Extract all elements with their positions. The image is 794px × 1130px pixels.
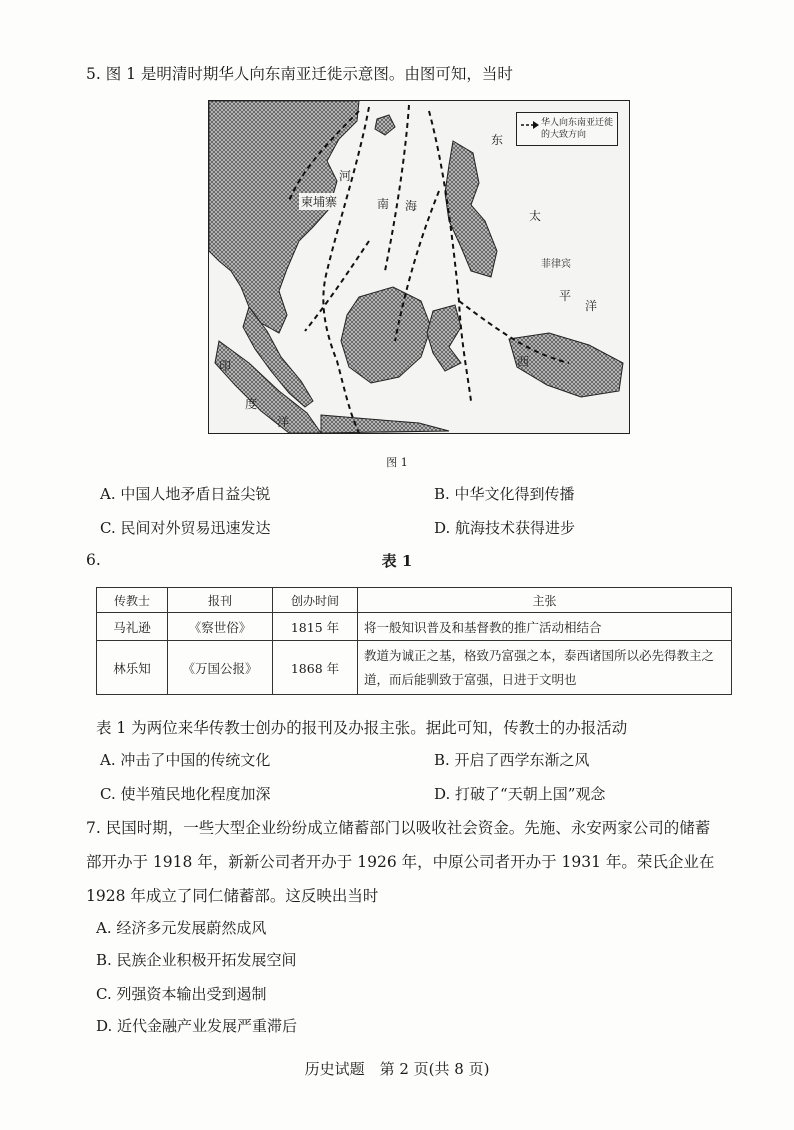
map-label-yang: 洋 [585,299,598,313]
cell-founded: 1868 年 [273,641,358,695]
map-label-du: 度 [245,397,258,411]
map-label-dong: 东 [491,133,504,147]
migration-map [208,100,630,434]
cell-missionary: 林乐知 [97,641,168,695]
map-label-he: 河 [339,169,352,183]
figure-caption: 图 1 [386,456,408,469]
q5-stem: 5. 图 1 是明清时期华人向东南亚迁徙示意图。由图可知，当时 [86,65,513,83]
map-label-yin: 印 [219,359,232,373]
cell-position: 教道为诚正之基，格致乃富强之本，泰西诸国所以必先得教主之道，而后能驯致于富强，日进于文明也 [358,641,732,695]
q5-option-d: D. 航海技术获得进步 [434,519,576,537]
map-label-philippines: 菲律宾 [541,259,571,270]
map-label-cambodia: 柬埔寨 [301,195,338,209]
q7-option-c: C. 列强资本输出受到遏制 [96,985,267,1003]
page-footer: 历史试题 第 2 页(共 8 页) [304,1060,490,1078]
table-header-row [97,588,732,613]
q5-option-b: B. 中华文化得到传播 [434,485,575,503]
map-label-ping: 平 [559,289,572,303]
map-legend [516,112,618,146]
map-label-nan: 南 [377,197,390,211]
q7-line-2: 部开办于 1918 年，新新公司者开办于 1926 年，中原公司者开办于 1931 年。荣氏企业在 [86,853,715,871]
map-label-hai: 海 [405,199,418,213]
q6-option-a: A. 冲击了中国的传统文化 [100,751,271,769]
header-missionary: 传教士 [97,588,168,613]
table-row [97,641,732,695]
legend-arrow-icon [521,121,539,129]
q6-option-c: C. 使半殖民地化程度加深 [100,785,271,803]
header-newspaper: 报刊 [168,588,273,613]
q7-line-1: 7. 民国时期，一些大型企业纷纷成立储蓄部门以吸收社会资金。先施、永安两家公司的储蓄 [86,819,711,837]
q6-option-d: D. 打破了“天朝上国”观念 [434,785,606,803]
cell-founded: 1815 年 [273,613,358,641]
cell-missionary: 马礼逊 [97,613,168,641]
header-position: 主张 [358,588,732,613]
q5-option-a: A. 中国人地矛盾日益尖锐 [100,485,271,503]
cell-position: 将一般知识普及和基督教的推广活动相结合 [358,613,732,641]
header-founded: 创办时间 [273,588,358,613]
cell-newspaper: 《察世俗》 [168,613,273,641]
q5-option-c: C. 民间对外贸易迅速发达 [100,519,271,537]
legend-text: 华人向东南亚迁徙的大致方向 [541,118,614,140]
q7-option-a: A. 经济多元发展蔚然成风 [96,919,267,937]
q6-number: 6. [86,551,101,569]
missionary-table [96,587,732,695]
table-title: 表 1 [381,552,413,570]
table-row [97,613,732,641]
q7-option-b: B. 民族企业积极开拓发展空间 [96,951,297,969]
cell-newspaper: 《万国公报》 [168,641,273,695]
q7-option-d: D. 近代金融产业发展严重滞后 [96,1017,298,1035]
q6-stem: 表 1 为两位来华传教士创办的报刊及办报主张。据此可知，传教士的办报活动 [96,719,628,737]
q6-option-b: B. 开启了西学东渐之风 [434,751,590,769]
map-label-xi: 西 [517,355,530,369]
q7-line-3: 1928 年成立了同仁储蓄部。这反映出当时 [86,887,379,905]
map-label-yang2: 洋 [277,415,290,429]
map-label-tai: 太 [529,209,542,223]
